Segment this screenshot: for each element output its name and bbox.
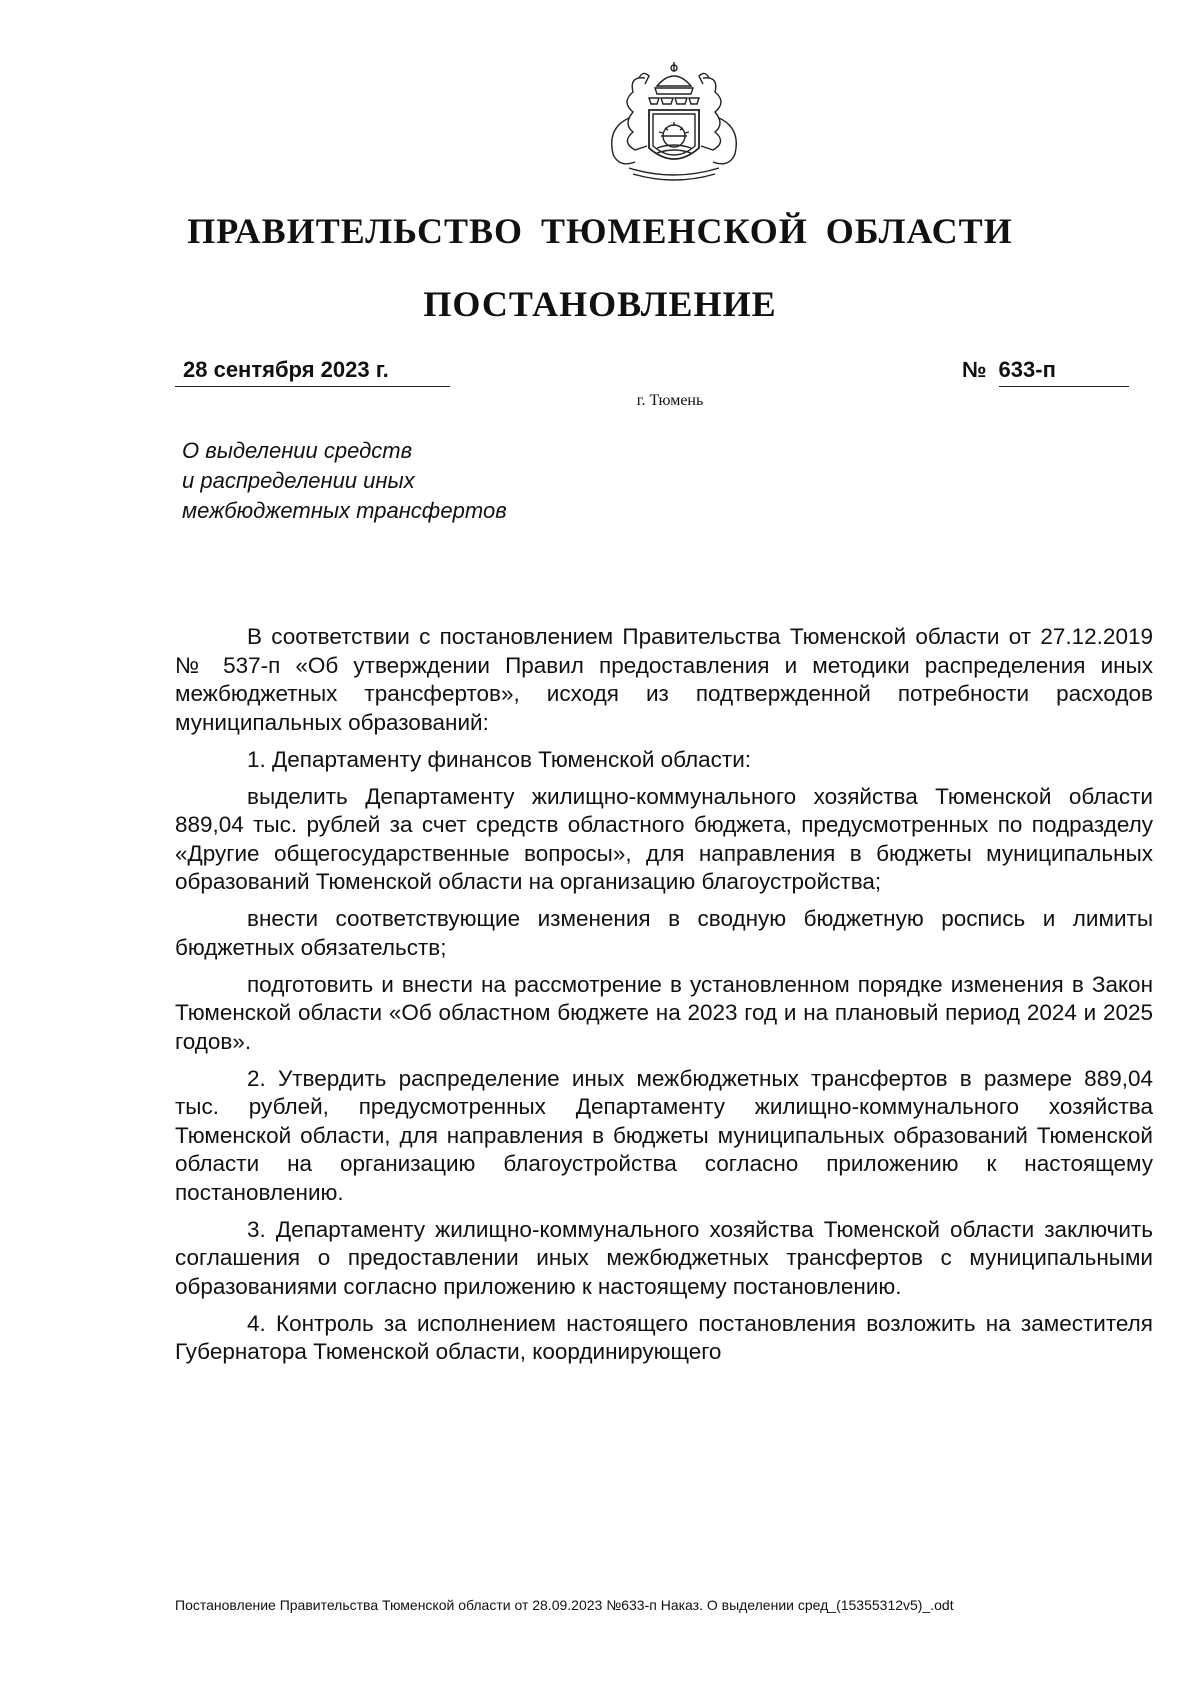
body-paragraph: В соответствии с постановлением Правительства Тюменской области от 27.12.2019 № 537-п «Об утверждении Правил предоставления и методики распределения иных межбюджетных трансфертов», исходя из подтвержденной потребности расходов муниципальных образований:: [175, 624, 1153, 735]
body-paragraph: выделить Департаменту жилищно-коммунального хозяйства Тюменской области 889,04 тыс. рублей за счет средств областного бюджета, предусмотренных по подразделу «Другие общегосударственные вопросы», для направления в бюджеты муниципальных образований Тюменской области на организацию благоустройства;: [175, 783, 1153, 894]
document-number: 633-п: [999, 357, 1129, 387]
body-paragraph: 2. Утвердить распределение иных межбюджетных трансфертов в размере 889,04 тыс. рублей, предусмотренных Департаменту жилищно-коммунального хозяйства Тюменской области, для направления в бюджеты муниципальных образований Тюменской области на организацию благоустройства согласно приложению к настоящему постановлению.: [175, 1065, 1153, 1205]
document-date: 28 сентября 2023 г.: [175, 357, 450, 387]
number-sign: №: [962, 357, 987, 382]
document-number-field: [962, 357, 1138, 387]
body-paragraph: 4. Контроль за исполнением настоящего постановления возложить на заместителя Губернатора Тюменской области, координирующего: [175, 1310, 1153, 1364]
body-paragraph: 1. Департаменту финансов Тюменской области:: [247, 746, 752, 772]
document-subject: [182, 436, 642, 526]
subject-line: и распределении иных: [182, 468, 415, 493]
city-label: г. Тюмень: [636, 392, 704, 409]
body-paragraph: подготовить и внести на рассмотрение в установленном порядке изменения в Закон Тюменской области «Об областном бюджете на 2023 год и на плановый период 2024 и 2025 годов».: [175, 971, 1153, 1054]
document-body: [175, 623, 1153, 1375]
subject-line: межбюджетных трансфертов: [182, 498, 507, 523]
document-type-title: ПОСТАНОВЛЕНИЕ: [423, 284, 777, 324]
organization-title: ПРАВИТЕЛЬСТВО ТЮМЕНСКОЙ ОБЛАСТИ: [187, 211, 1013, 251]
coat-of-arms-icon: [599, 58, 749, 188]
footer-filename: Постановление Правительства Тюменской области от 28.09.2023 №633-п Наказ. О выделении сред_(15355312v5)_.odt: [175, 1597, 954, 1613]
body-paragraph: 3. Департаменту жилищно-коммунального хозяйства Тюменской области заключить соглашения о предоставлении иных межбюджетных трансфертов с муниципальными образованиями согласно приложению к настоящему постановлению.: [175, 1216, 1153, 1299]
subject-line: О выделении средств: [182, 438, 413, 463]
body-paragraph: внести соответствующие изменения в сводную бюджетную роспись и лимиты бюджетных обязательств;: [175, 906, 1153, 960]
